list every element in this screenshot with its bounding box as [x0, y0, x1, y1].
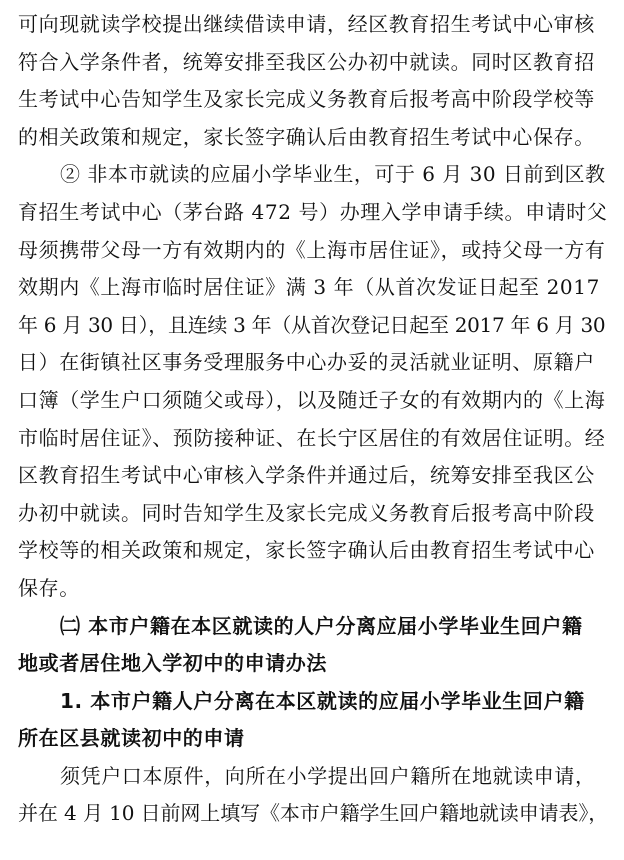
text-line: 口簿（学生户口须随父或母），以及随迁子女的有效期内的《上海: [18, 387, 606, 412]
text-line: 保存。: [18, 575, 80, 600]
text-line: 区教育招生考试中心审核入学条件并通过后，统筹安排至我区公: [18, 463, 595, 488]
section-heading: 地或者居住地入学初中的申请办法: [18, 651, 327, 676]
text-line: 须凭户口本原件，向所在小学提出回户籍所在地就读申请，: [60, 763, 596, 788]
text-line: 可向现就读学校提出继续借读申请，经区教育招生考试中心审核: [18, 12, 595, 36]
text-line: 日）在街镇社区事务受理服务中心办妥的灵活就业证明、原籍户: [18, 350, 595, 375]
text-line: 符合入学条件者，统筹安排至我区公办初中就读。同时区教育招: [18, 49, 595, 74]
text-line: 母须携带父母一方有效期内的《上海市居住证》，或持父母一方有: [18, 237, 606, 262]
text-line: 年 6 月 30 日），且连续 3 年（从首次登记日起至 2017 年 6 月 30: [18, 312, 606, 337]
section-heading: ㈡ 本市户籍在本区就读的人户分离应届小学毕业生回户籍: [60, 613, 583, 638]
subsection-heading: 1. 本市户籍人户分离在本区就读的应届小学毕业生回户籍: [60, 688, 585, 713]
text-line: 办初中就读。同时告知学生及家长完成义务教育后报考高中阶段: [18, 500, 595, 525]
text-line: ② 非本市就读的应届小学毕业生，可于 6 月 30 日前到区教: [60, 162, 606, 187]
text-line: 并在 4 月 10 日前网上填写《本市户籍学生回户籍地就读申请表》，: [18, 801, 609, 826]
text-line: 生考试中心告知学生及家长完成义务教育后报考高中阶段学校等: [18, 87, 595, 112]
text-line: 学校等的相关政策和规定，家长签字确认后由教育招生考试中心: [18, 538, 595, 563]
subsection-heading: 所在区县就读初中的申请: [18, 726, 245, 751]
text-line: 效期内《上海市临时居住证》满 3 年（从首次发证日起至 2017: [18, 275, 600, 300]
text-line: 的相关政策和规定，家长签字确认后由教育招生考试中心保存。: [18, 124, 595, 149]
text-line: 育招生考试中心（茅台路 472 号）办理入学申请手续。申请时父: [18, 199, 608, 224]
text-line: 市临时居住证》、预防接种证、在长宁区居住的有效居住证明。经: [18, 425, 606, 450]
document-page: [18, 6, 608, 833]
